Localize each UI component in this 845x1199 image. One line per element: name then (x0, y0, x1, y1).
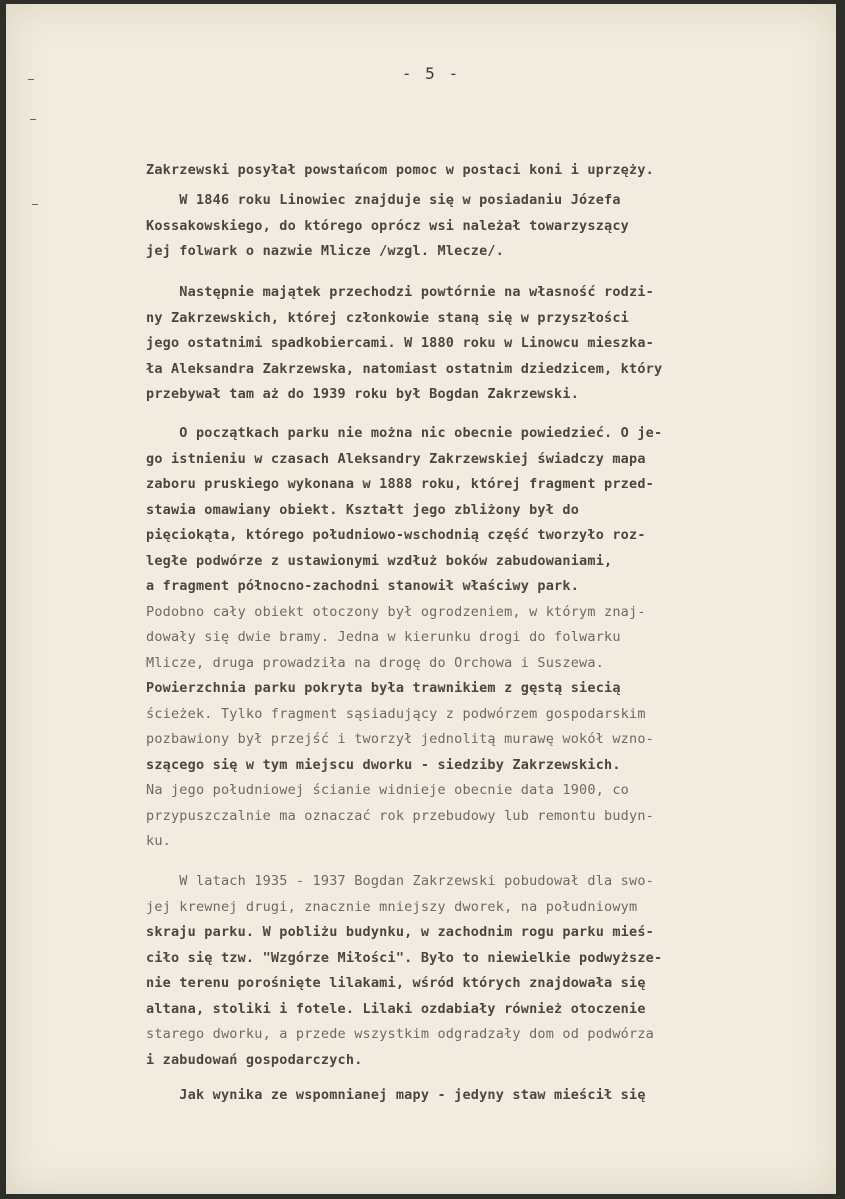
paragraph (146, 869, 806, 1073)
text-line: Podobno cały obiekt otoczony był ogrodzeniem, w którym znaj- (146, 603, 646, 620)
paragraph (146, 280, 806, 408)
text-line: ciło się tzw. "Wzgórze Miłości". Było to niewielkie podwyższe- (146, 949, 663, 966)
margin-mark (28, 79, 34, 80)
text-line: a fragment północno-zachodni stanowił właściwy park. (146, 578, 580, 594)
text-line: O początkach parku nie można nic obecnie powiedzieć. O je- (146, 425, 663, 441)
text-line: ny Zakrzewskich, której członkowie staną się w przyszłości (146, 309, 630, 326)
text-line: przypuszczalnie ma oznaczać rok przebudowy lub remontu budyn- (146, 807, 654, 824)
margin-mark (32, 204, 38, 205)
text-line: skraju parku. W pobliżu budynku, w zachodnim rogu parku mieś- (146, 924, 654, 940)
text-line: ku. (146, 833, 171, 849)
text-line: i zabudowań gospodarczych. (146, 1051, 363, 1068)
text-line: Jak wynika ze wspomnianej mapy - jedyny staw mieścił się (146, 1087, 646, 1103)
text-line: pozbawiony był przejść i tworzył jednolitą murawę wokół wzno- (146, 731, 654, 747)
text-line: jego ostatnimi spadkobiercami. W 1880 roku w Linowcu mieszka- (146, 335, 654, 351)
text-line: Kossakowskiego, do którego oprócz wsi należał towarzyszący (146, 217, 630, 234)
text-line: starego dworku, a przede wszystkim odgradzały dom od podwórza (146, 1026, 654, 1042)
text-line: ścieżek. Tylko fragment sąsiadujący z podwórzem gospodarskim (146, 705, 646, 722)
text-line: szącego się w tym miejscu dworku - siedziby Zakrzewskich. (146, 756, 621, 773)
text-line: jej folwark o nazwie Mlicze /wzgl. Mlecze/. (146, 243, 505, 259)
text-line: przebywał tam aż do 1939 roku był Bogdan Zakrzewski. (146, 386, 580, 402)
text-line: Zakrzewski posyłał powstańcom pomoc w postaci koni i uprzęży. (146, 162, 654, 178)
text-line: Powierzchnia parku pokryta była trawnikiem z gęstą siecią (146, 680, 621, 696)
text-line: altana, stoliki i fotele. Lilaki ozdabiały również otoczenie (146, 1000, 646, 1017)
text-line: nie terenu porośnięte lilakami, wśród których znajdowała się (146, 975, 646, 991)
text-line: ła Aleksandra Zakrzewska, natomiast ostatnim dziedzicem, który (146, 360, 663, 377)
text-line: Na jego południowej ścianie widnieje obecnie data 1900, co (146, 782, 630, 798)
text-line: pięciokąta, którego południowo-wschodnią część tworzyło roz- (146, 527, 646, 543)
text-line: W latach 1935 - 1937 Bogdan Zakrzewski pobudował dla swo- (146, 873, 654, 889)
paragraph (146, 421, 806, 855)
paragraph (146, 158, 806, 184)
text-line: Mlicze, druga prowadziła na drogę do Orchowa i Suszewa. (146, 654, 605, 671)
text-line: zaboru pruskiego wykonana w 1888 roku, której fragment przed- (146, 476, 654, 492)
text-line: go istnieniu w czasach Aleksandry Zakrzewskiej świadczy mapa (146, 450, 646, 467)
typewritten-page (6, 4, 836, 1194)
text-line: jej krewnej drugi, znacznie mniejszy dworek, na południowym (146, 898, 638, 915)
text-line: dowały się dwie bramy. Jedna w kierunku drogi do folwarku (146, 629, 621, 645)
text-line: W 1846 roku Linowiec znajduje się w posiadaniu Józefa (146, 192, 621, 208)
paragraph (146, 188, 806, 265)
paragraph (146, 1083, 806, 1109)
text-line: Następnie majątek przechodzi powtórnie na własność rodzi- (146, 284, 654, 300)
margin-mark (30, 119, 36, 120)
text-line: ległe podwórze z ustawionymi wzdłuż boków zabudowaniami, (146, 552, 613, 569)
text-line: stawia omawiany obiekt. Kształt jego zbliżony był do (146, 501, 580, 518)
page-number: - 5 - (401, 64, 461, 83)
